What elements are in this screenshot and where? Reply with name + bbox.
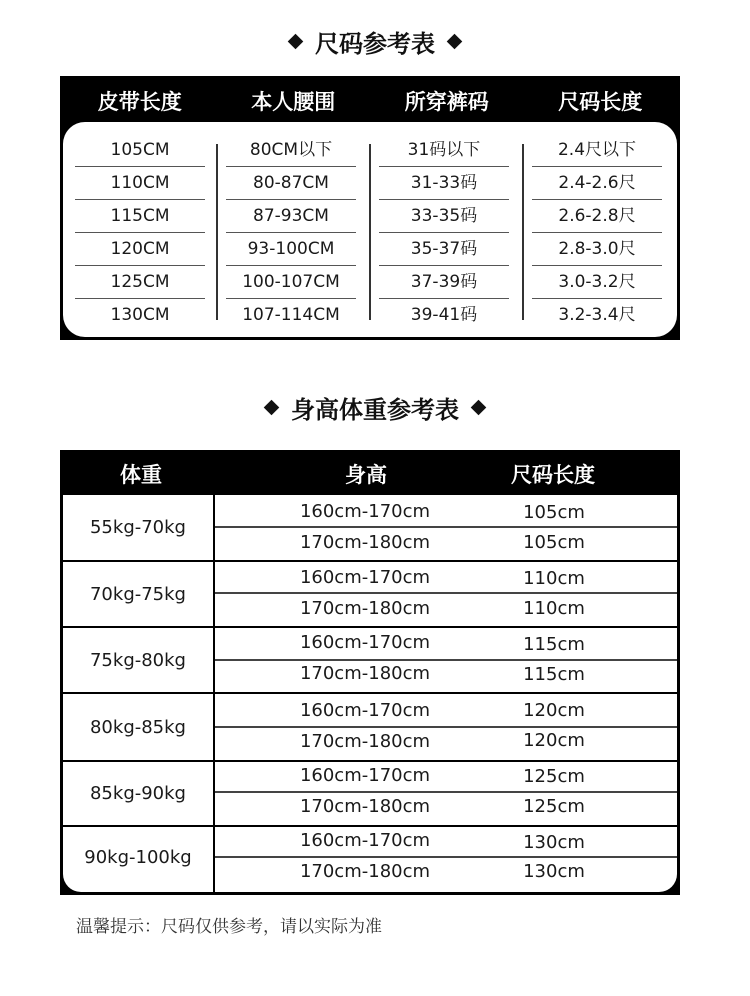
size-cell: 120cm bbox=[523, 730, 585, 751]
size-cell: 120cm bbox=[523, 700, 585, 721]
row-divider bbox=[215, 592, 677, 594]
pants-size-column bbox=[379, 134, 509, 332]
waist-column bbox=[226, 134, 356, 332]
table-cell: 2.4-2.6尺 bbox=[532, 167, 662, 200]
size-cell: 115cm bbox=[523, 664, 585, 685]
size-length-column bbox=[532, 134, 662, 332]
height-cell: 170cm-180cm bbox=[299, 532, 431, 553]
height-cell: 170cm-180cm bbox=[299, 663, 431, 684]
size-cell: 115cm bbox=[523, 634, 585, 655]
table-cell: 93-100CM bbox=[226, 233, 356, 266]
table-cell: 35-37码 bbox=[379, 233, 509, 266]
weight-group bbox=[63, 762, 677, 825]
table-cell: 115CM bbox=[75, 200, 205, 233]
size-cell: 110cm bbox=[523, 598, 585, 619]
belt-size-table bbox=[60, 76, 680, 340]
column-divider bbox=[369, 144, 371, 320]
table-cell: 125CM bbox=[75, 266, 205, 299]
weight-cell: 80kg-85kg bbox=[89, 716, 186, 738]
belt-table-body bbox=[63, 122, 677, 337]
table-cell: 37-39码 bbox=[379, 266, 509, 299]
height-cell: 160cm-170cm bbox=[299, 830, 431, 851]
table-cell: 31-33码 bbox=[379, 167, 509, 200]
table-cell: 80CM以下 bbox=[226, 134, 356, 167]
row-divider bbox=[215, 856, 677, 858]
belt-table-header bbox=[63, 76, 677, 122]
header-waist: 本人腰围 bbox=[251, 90, 336, 114]
height-cell: 160cm-170cm bbox=[299, 567, 431, 588]
height-weight-table bbox=[60, 450, 680, 895]
row-divider bbox=[215, 791, 677, 793]
table-cell: 130CM bbox=[110, 305, 170, 325]
height-cell: 160cm-170cm bbox=[299, 765, 431, 786]
header-size-length: 尺码长度 bbox=[558, 90, 643, 114]
body-table-title-text: 身高体重参考表 bbox=[291, 396, 459, 424]
size-cell: 110cm bbox=[523, 568, 585, 589]
table-cell: 105CM bbox=[75, 134, 205, 167]
row-divider bbox=[215, 526, 677, 528]
table-cell: 107-114CM bbox=[242, 305, 340, 325]
belt-table-title-text: 尺码参考表 bbox=[315, 30, 435, 58]
header-belt-length: 皮带长度 bbox=[97, 90, 182, 114]
weight-group bbox=[63, 694, 677, 760]
header-height: 身高 bbox=[345, 462, 387, 487]
table-cell: 87-93CM bbox=[226, 200, 356, 233]
height-cell: 160cm-170cm bbox=[299, 700, 431, 721]
size-cell: 125cm bbox=[523, 796, 585, 817]
table-cell: 33-35码 bbox=[379, 200, 509, 233]
height-cell: 160cm-170cm bbox=[299, 501, 431, 522]
weight-cell: 85kg-90kg bbox=[89, 783, 186, 804]
height-cell: 170cm-180cm bbox=[299, 796, 431, 817]
table-cell: 3.0-3.2尺 bbox=[532, 266, 662, 299]
weight-cell: 55kg-70kg bbox=[89, 517, 186, 538]
weight-group bbox=[63, 562, 677, 626]
header-size: 尺码长度 bbox=[511, 462, 595, 487]
belt-length-column bbox=[75, 134, 205, 332]
weight-cell: 90kg-100kg bbox=[84, 847, 192, 868]
table-cell: 110CM bbox=[75, 167, 205, 200]
weight-group bbox=[63, 827, 677, 892]
body-table-title bbox=[0, 390, 750, 425]
body-table-body bbox=[63, 495, 677, 892]
height-cell: 170cm-180cm bbox=[299, 861, 431, 882]
size-cell: 130cm bbox=[523, 861, 585, 882]
height-cell: 170cm-180cm bbox=[299, 598, 431, 619]
footer-note: 温馨提示：尺码仅供参考，请以实际为准 bbox=[76, 917, 382, 937]
size-cell: 105cm bbox=[523, 532, 585, 553]
height-cell: 170cm-180cm bbox=[299, 731, 431, 752]
table-cell: 120CM bbox=[75, 233, 205, 266]
weight-cell: 70kg-75kg bbox=[89, 583, 186, 605]
weight-group bbox=[63, 495, 677, 560]
table-cell: 2.6-2.8尺 bbox=[532, 200, 662, 233]
belt-table-title bbox=[0, 24, 750, 59]
body-table-header bbox=[63, 450, 677, 495]
size-cell: 125cm bbox=[523, 766, 585, 787]
diamond-icon bbox=[447, 34, 463, 50]
table-cell: 31码以下 bbox=[379, 134, 509, 167]
column-divider bbox=[216, 144, 218, 320]
table-cell: 2.4尺以下 bbox=[532, 134, 662, 167]
header-pants-size: 所穿裤码 bbox=[404, 90, 489, 114]
size-cell: 105cm bbox=[523, 502, 585, 523]
weight-group bbox=[63, 628, 677, 692]
diamond-icon bbox=[288, 34, 304, 50]
table-cell: 39-41码 bbox=[410, 305, 478, 325]
table-cell: 100-107CM bbox=[226, 266, 356, 299]
table-cell: 3.2-3.4尺 bbox=[558, 305, 636, 325]
diamond-icon bbox=[264, 400, 280, 416]
weight-cell: 75kg-80kg bbox=[89, 649, 186, 671]
table-cell: 2.8-3.0尺 bbox=[532, 233, 662, 266]
height-cell: 160cm-170cm bbox=[299, 632, 431, 653]
size-cell: 130cm bbox=[523, 832, 585, 853]
diamond-icon bbox=[471, 400, 487, 416]
column-divider bbox=[522, 144, 524, 320]
table-cell: 80-87CM bbox=[226, 167, 356, 200]
header-weight: 体重 bbox=[120, 462, 162, 487]
